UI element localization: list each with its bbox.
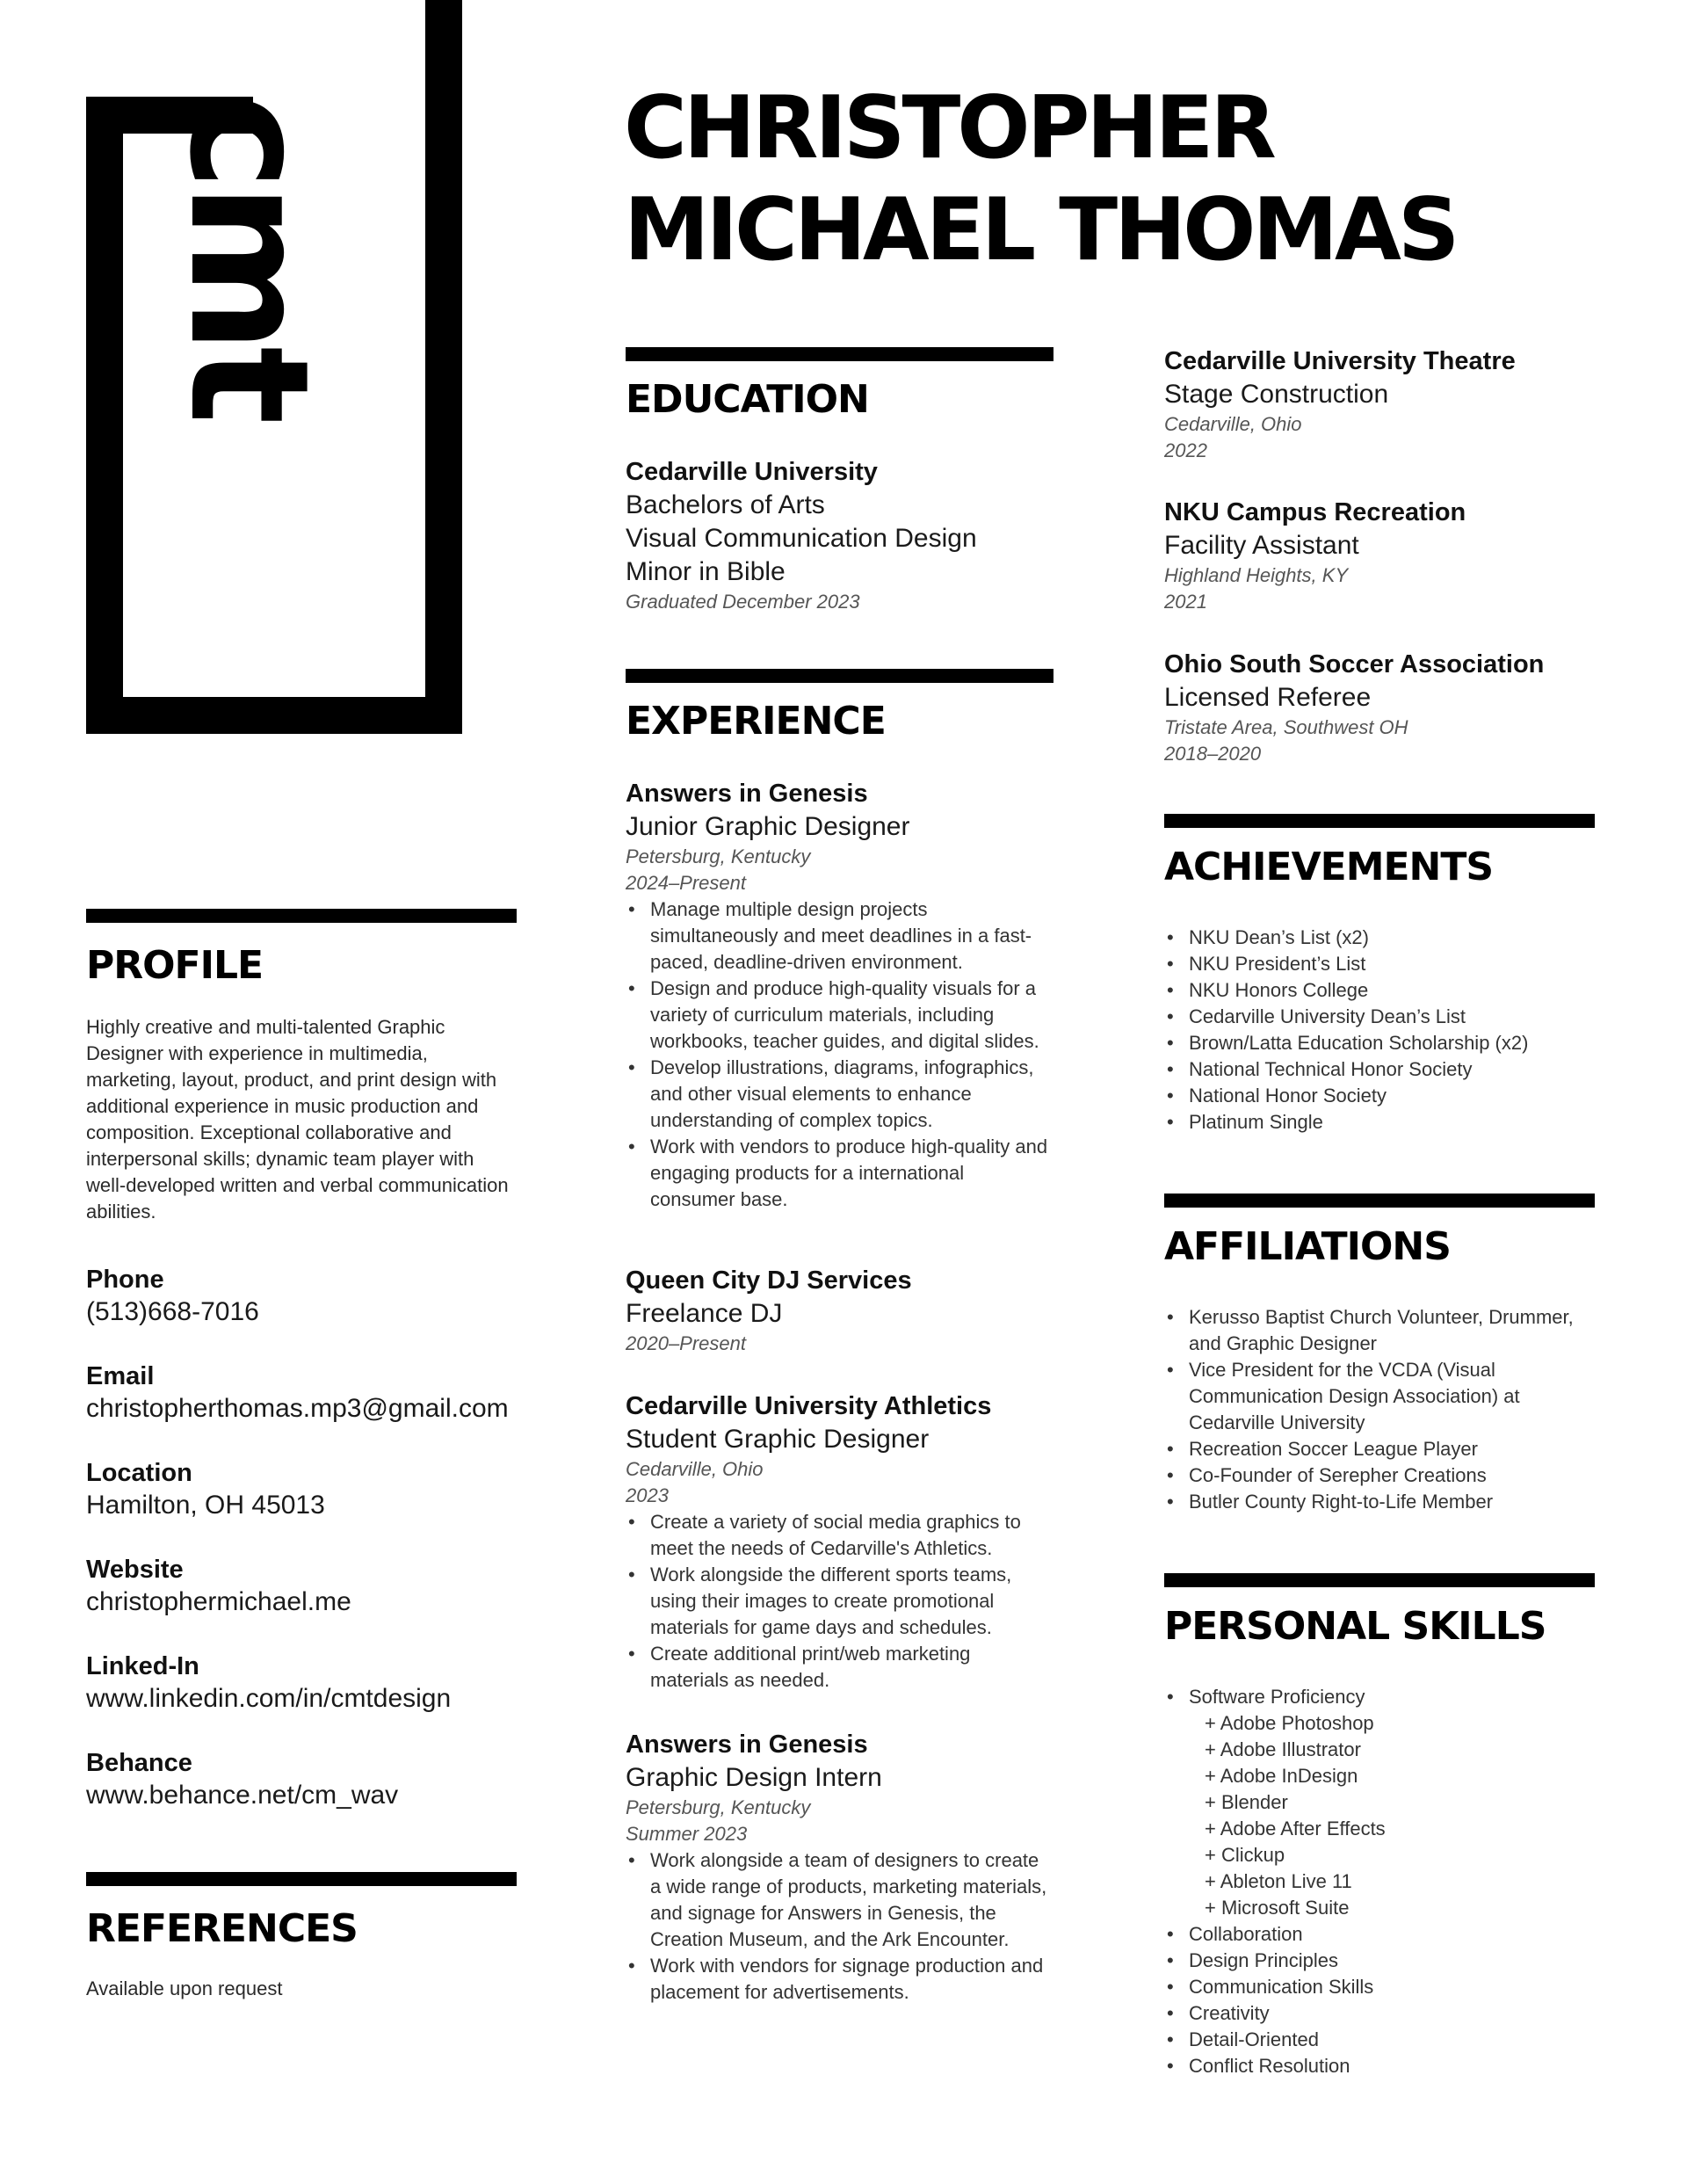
website-value: christophermichael.me xyxy=(86,1587,351,1616)
contact-location xyxy=(86,1457,517,1522)
full-name xyxy=(624,77,1456,281)
software-item: + Adobe Photoshop xyxy=(1205,1712,1374,1734)
job-bullet: • Manage multiple design projects simultaneously and meet deadlines in a fast-paced, deadline-driven environment. xyxy=(626,896,1053,976)
job-bullet: • Work with vendors for signage production and placement for advertisements. xyxy=(626,1953,1053,2006)
job-org: Answers in Genesis xyxy=(626,1731,868,1759)
contact-list xyxy=(86,1264,517,1844)
job-bullet: • Develop illustrations, diagrams, infographics, and other visual elements to enhance understanding of complex topics. xyxy=(626,1055,1053,1134)
job-bullet: • Work alongside the different sports teams, using their images to create promotional materials for game days and schedules. xyxy=(626,1562,1053,1641)
job-dates: 2022 xyxy=(1164,439,1207,461)
profile-text: Highly creative and multi-talented Graphic Designer with experience in multimedia, marketing, layout, product, and print design with additional experience in music production and composition. Exceptional collaborative and interpersonal skills; dynamic team player with well-developed written and verbal communication abilities. xyxy=(86,1016,509,1223)
job-org: Cedarville University Theatre xyxy=(1164,347,1516,375)
job-entry xyxy=(1164,345,1595,464)
education-heading: EDUCATION xyxy=(626,377,869,422)
contact-phone xyxy=(86,1264,517,1329)
job-dates: 2018–2020 xyxy=(1164,743,1262,765)
experience-rule xyxy=(626,669,1053,683)
job-location: Petersburg, Kentucky xyxy=(626,1796,811,1818)
experience-heading: EXPERIENCE xyxy=(626,699,886,744)
achievement-item: • National Honor Society xyxy=(1164,1083,1595,1109)
contact-linkedin xyxy=(86,1651,517,1716)
job-role: Graphic Design Intern xyxy=(626,1763,882,1792)
job-role: Licensed Referee xyxy=(1164,683,1372,712)
job-location: Petersburg, Kentucky xyxy=(626,845,811,867)
achievements-heading: ACHIEVEMENTS xyxy=(1164,845,1494,889)
job-dates: Summer 2023 xyxy=(626,1823,748,1845)
achievements-list xyxy=(1164,925,1595,1136)
references-heading: REFERENCES xyxy=(86,1906,358,1951)
achievement-item: • NKU President’s List xyxy=(1164,951,1595,977)
job-role: Facility Assistant xyxy=(1164,531,1359,560)
location-value: Hamilton, OH 45013 xyxy=(86,1491,325,1520)
graduation-date: Graduated December 2023 xyxy=(626,591,860,613)
contact-label: Behance xyxy=(86,1749,192,1777)
job-bullets xyxy=(626,896,1053,1213)
education-rule xyxy=(626,347,1053,361)
contact-label: Phone xyxy=(86,1266,164,1294)
achievement-item: • Platinum Single xyxy=(1164,1109,1595,1136)
logo-monogram: cmt xyxy=(154,93,344,417)
job-location: Tristate Area, Southwest OH xyxy=(1164,716,1408,738)
contact-email xyxy=(86,1360,517,1426)
job-location: Highland Heights, KY xyxy=(1164,564,1349,586)
behance-value: www.behance.net/cm_wav xyxy=(86,1781,399,1810)
contact-label: Email xyxy=(86,1362,155,1390)
skill-item-software: • Software Proficiency xyxy=(1164,1684,1595,1710)
job-entry xyxy=(626,1389,1053,1694)
achievement-item: • National Technical Honor Society xyxy=(1164,1056,1595,1083)
contact-label: Website xyxy=(86,1556,184,1584)
name-line-2: MICHAEL THOMAS xyxy=(624,180,1457,280)
affiliations-list xyxy=(1164,1304,1595,1515)
achievement-item: • Cedarville University Dean’s List xyxy=(1164,1004,1595,1030)
software-item: + Adobe After Effects xyxy=(1205,1818,1386,1839)
skill-item: • Creativity xyxy=(1164,2000,1595,2027)
software-item: + Adobe Illustrator xyxy=(1205,1738,1361,1760)
affiliations-rule xyxy=(1164,1194,1595,1208)
achievement-item: • Brown/Latta Education Scholarship (x2) xyxy=(1164,1030,1595,1056)
logo-frame-right xyxy=(425,0,462,734)
job-org: Cedarville University Athletics xyxy=(626,1392,992,1420)
job-role: Student Graphic Designer xyxy=(626,1425,930,1454)
job-org: Queen City DJ Services xyxy=(626,1266,912,1295)
job-entry xyxy=(626,1264,1053,1357)
job-entry xyxy=(626,777,1053,1213)
achievement-item: • NKU Dean’s List (x2) xyxy=(1164,925,1595,951)
education-entry xyxy=(626,455,1053,615)
phone-value: (513)668-7016 xyxy=(86,1297,259,1326)
references-text: Available upon request xyxy=(86,1977,283,1999)
software-item: + Clickup xyxy=(1205,1844,1285,1866)
job-entry xyxy=(1164,648,1595,767)
minor: Minor in Bible xyxy=(626,557,786,586)
degree: Bachelors of Arts xyxy=(626,490,825,519)
affiliation-item: • Butler County Right-to-Life Member xyxy=(1164,1489,1595,1515)
contact-behance xyxy=(86,1747,517,1812)
linkedin-value: www.linkedin.com/in/cmtdesign xyxy=(86,1684,452,1713)
affiliations-heading: AFFILIATIONS xyxy=(1164,1224,1451,1269)
profile-rule xyxy=(86,909,517,923)
skill-item: • Conflict Resolution xyxy=(1164,2053,1595,2079)
skill-item: • Collaboration xyxy=(1164,1921,1595,1948)
software-item: + Microsoft Suite xyxy=(1205,1897,1350,1919)
job-role: Freelance DJ xyxy=(626,1299,783,1328)
job-entry xyxy=(1164,496,1595,615)
job-bullet: • Create a variety of social media graphics to meet the needs of Cedarville's Athletics. xyxy=(626,1509,1053,1562)
achievement-item: • NKU Honors College xyxy=(1164,977,1595,1004)
job-dates: 2021 xyxy=(1164,591,1207,613)
job-bullet: • Create additional print/web marketing materials as needed. xyxy=(626,1641,1053,1694)
job-dates: 2023 xyxy=(626,1484,669,1506)
logo-frame-bottom xyxy=(86,697,462,734)
contact-label: Linked-In xyxy=(86,1652,199,1680)
software-item: + Blender xyxy=(1205,1791,1288,1813)
software-item: + Adobe InDesign xyxy=(1205,1765,1358,1787)
job-bullet: • Design and produce high-quality visuals for a variety of curriculum materials, including workbooks, teacher guides, and digital slides. xyxy=(626,976,1053,1055)
software-item: + Ableton Live 11 xyxy=(1205,1870,1352,1892)
job-entry xyxy=(626,1728,1053,2006)
job-bullet: • Work alongside a team of designers to create a wide range of products, marketing materials, and signage for Answers in Genesis, the Creation Museum, and the Ark Encounter. xyxy=(626,1847,1053,1953)
profile-heading: PROFILE xyxy=(86,943,264,988)
job-org: Ohio South Soccer Association xyxy=(1164,650,1545,678)
contact-website xyxy=(86,1554,517,1619)
skill-item: • Detail-Oriented xyxy=(1164,2027,1595,2053)
job-role: Stage Construction xyxy=(1164,380,1389,409)
affiliation-item: • Recreation Soccer League Player xyxy=(1164,1436,1595,1462)
job-bullets xyxy=(626,1847,1053,2006)
email-value: christopherthomas.mp3@gmail.com xyxy=(86,1394,509,1423)
job-role: Junior Graphic Designer xyxy=(626,812,910,841)
logo-frame-left xyxy=(86,97,123,734)
job-location: Cedarville, Ohio xyxy=(1164,413,1302,435)
skills-rule xyxy=(1164,1573,1595,1587)
job-location: Cedarville, Ohio xyxy=(626,1458,764,1480)
contact-label: Location xyxy=(86,1459,192,1487)
affiliation-item: • Kerusso Baptist Church Volunteer, Drummer, and Graphic Designer xyxy=(1164,1304,1595,1357)
job-dates: 2020–Present xyxy=(626,1332,746,1354)
major: Visual Communication Design xyxy=(626,524,977,553)
skill-item: • Design Principles xyxy=(1164,1948,1595,1974)
school-name: Cedarville University xyxy=(626,458,878,486)
job-bullets xyxy=(626,1509,1053,1694)
job-org: NKU Campus Recreation xyxy=(1164,498,1466,526)
job-dates: 2024–Present xyxy=(626,872,746,894)
affiliation-item: • Vice President for the VCDA (Visual Communication Design Association) at Cedarville University xyxy=(1164,1357,1595,1436)
job-bullet: • Work with vendors to produce high-quality and engaging products for a international consumer base. xyxy=(626,1134,1053,1213)
name-line-1: CHRISTOPHER xyxy=(624,78,1273,178)
job-org: Answers in Genesis xyxy=(626,780,868,808)
achievements-rule xyxy=(1164,814,1595,828)
skills-heading: PERSONAL SKILLS xyxy=(1164,1604,1546,1649)
affiliation-item: • Co-Founder of Serepher Creations xyxy=(1164,1462,1595,1489)
references-rule xyxy=(86,1872,517,1886)
skill-item: • Communication Skills xyxy=(1164,1974,1595,2000)
skills-list xyxy=(1164,1684,1595,2079)
